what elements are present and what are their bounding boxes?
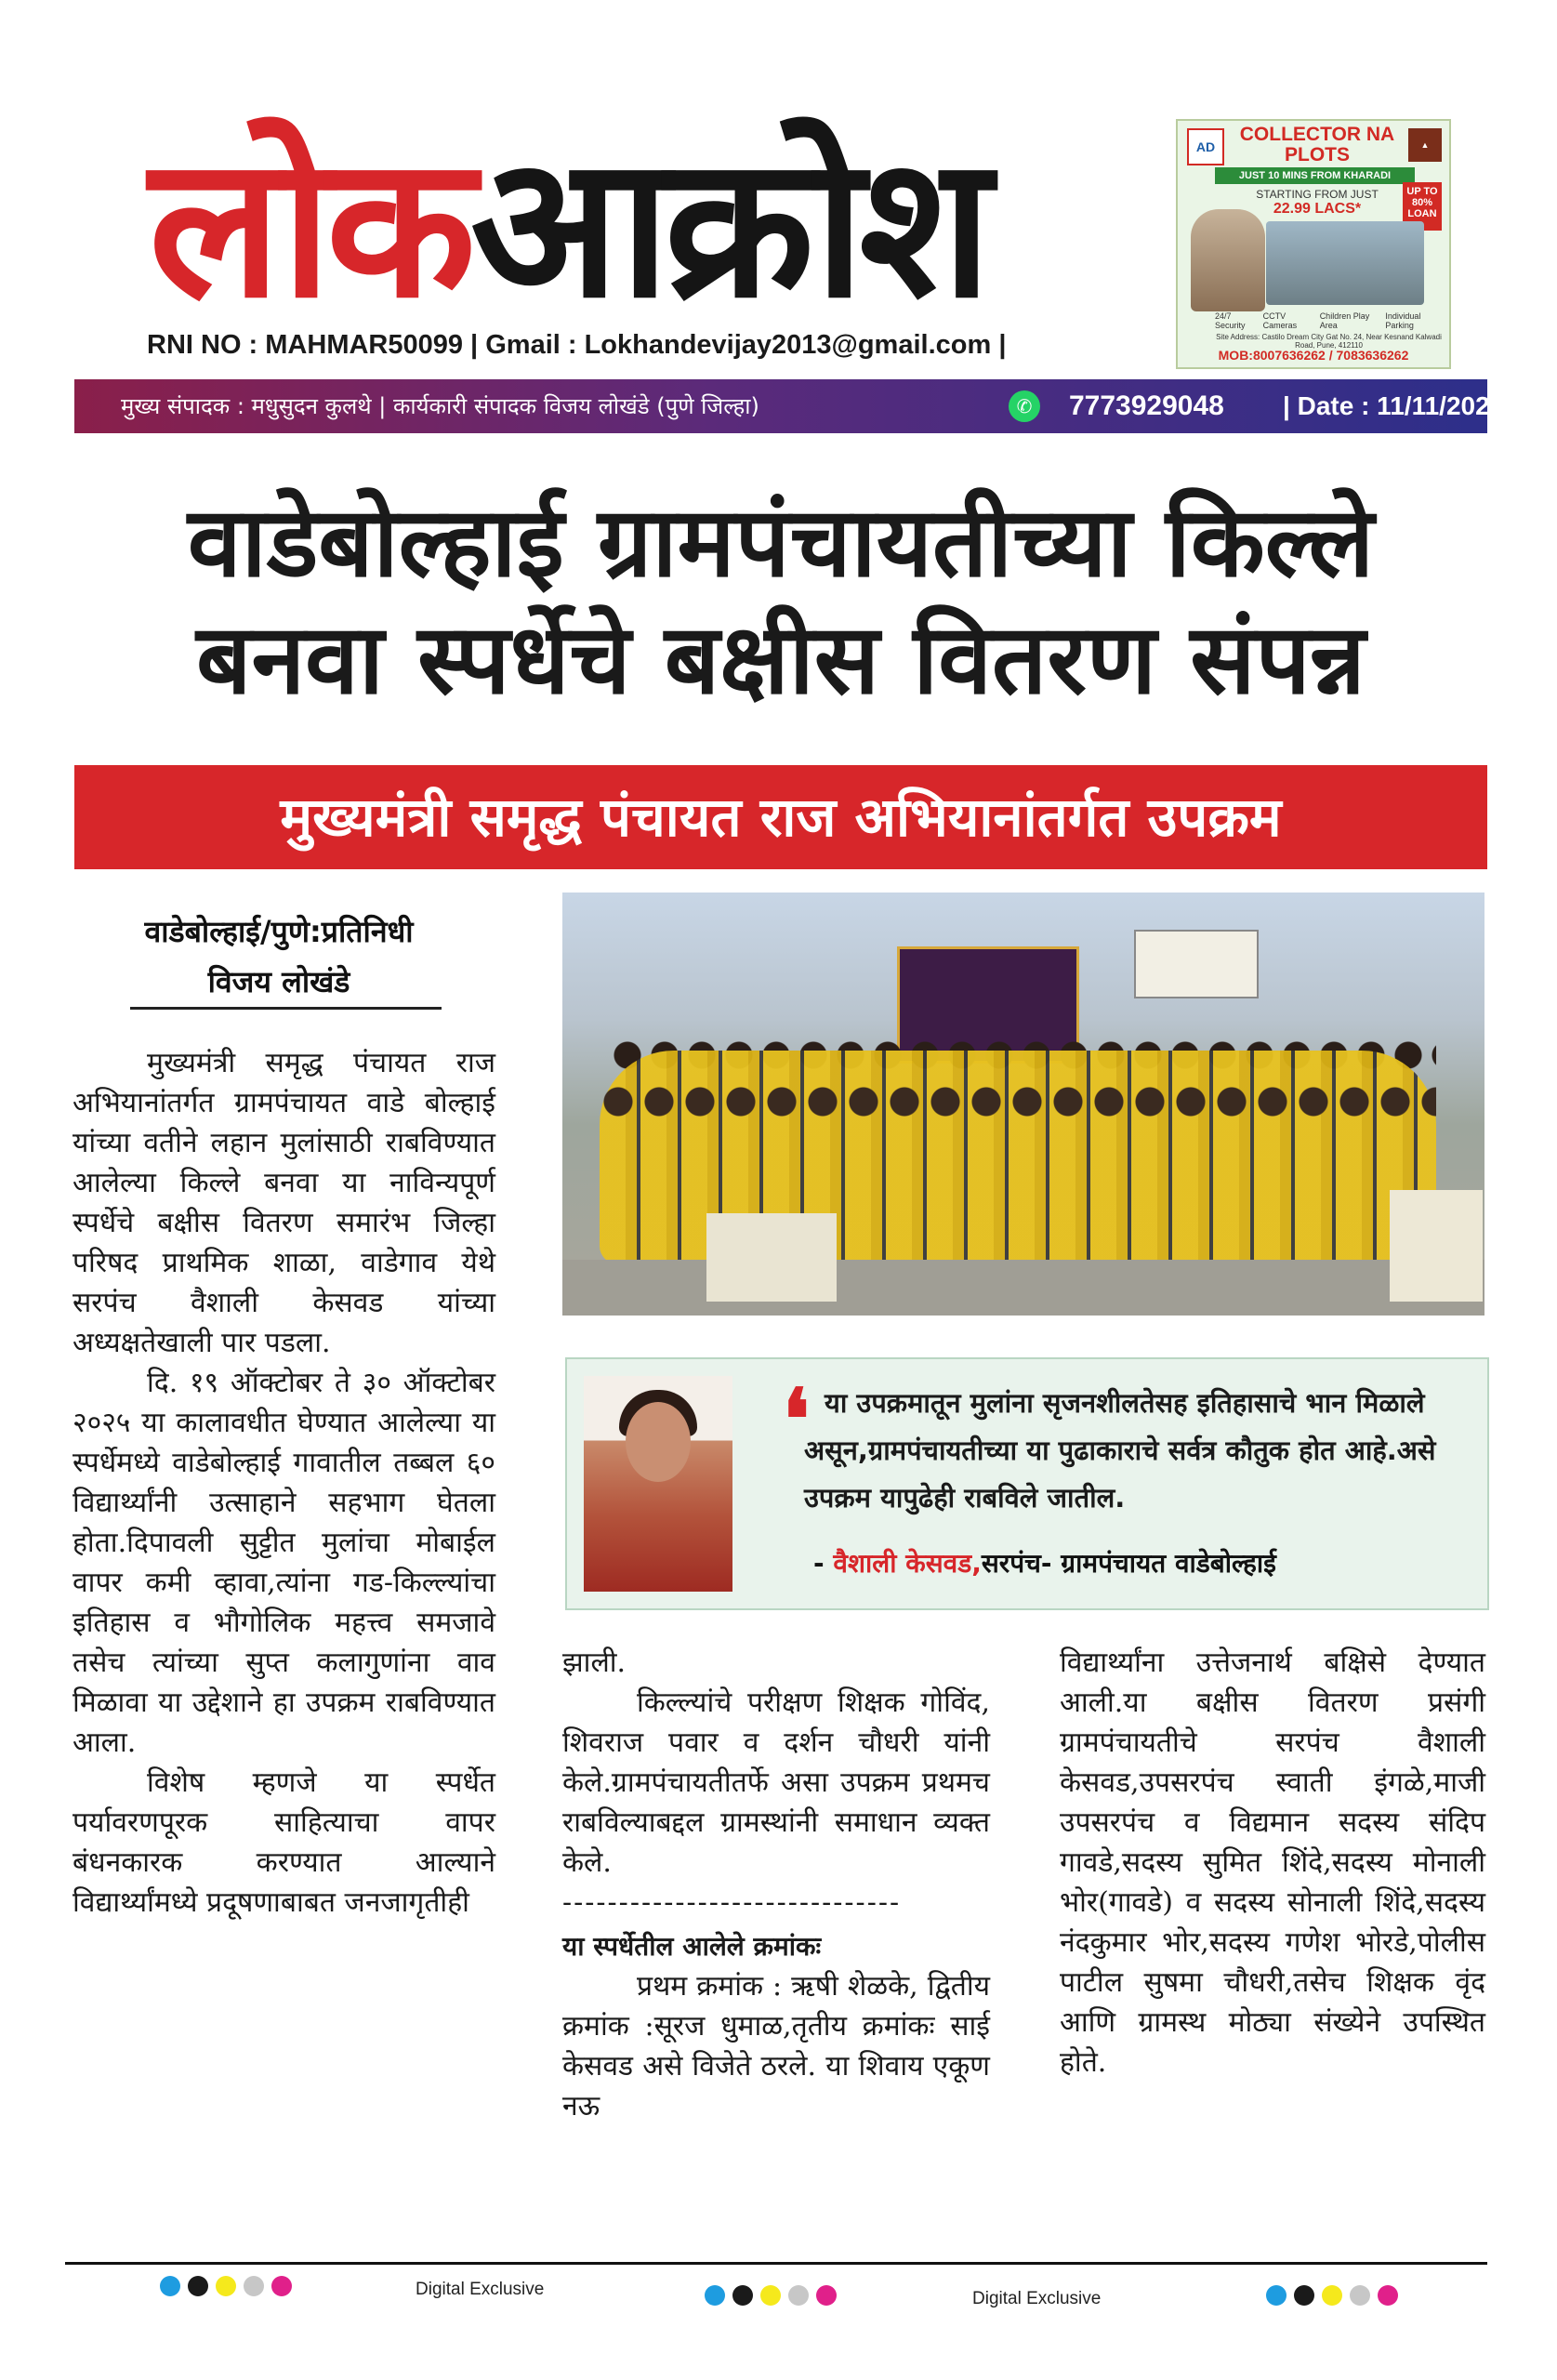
ad-title: COLLECTOR NA PLOTS — [1239, 124, 1395, 165]
headline — [56, 483, 1506, 718]
byline-place: वाडेबोल्हाई/पुणे:प्रतिनिधी — [144, 914, 414, 949]
ad-price: STARTING FROM JUST 22.99 LACS* — [1256, 188, 1379, 217]
ad-brand-logo-icon: AD — [1187, 128, 1224, 165]
article-column-2 — [562, 1643, 990, 2126]
color-dot — [216, 2276, 236, 2296]
paragraph: मुख्यमंत्री समृद्ध पंचायत राज अभियानांतर्गत ग्रामपंचायत वाडे बोल्हाई यांच्या वतीने लहान मुलांसाठी राबविण्यात आलेल्या किल्ले बनवा या नाविन्यपूर्ण स्पर्धेचे बक्षीस वितरण समारंभ जिल्हा परिषद प्राथमिक शाळा, वाडेगाव येथे सरपंच वैशाली केसवड यांच्या अध्यक्षतेखाली पार पडला. — [73, 1047, 495, 1359]
ad-strip: JUST 10 MINS FROM KHARADI — [1215, 167, 1415, 184]
byline-name: विजय लोखंडे — [207, 964, 350, 999]
registration-dots — [705, 2285, 837, 2309]
logo-part-lok: लोक — [149, 113, 471, 341]
quote-text: या उपक्रमातून मुलांना सृजनशीलतेसह इतिहासाचे भान मिळाले असून,ग्रामपंचायतीच्या या पुढाकाराचे सर्वत्र कौतुक होत आहे.असे उपक्रम यापुढेही राबविले जातील. — [804, 1387, 1436, 1514]
headline-line: वाडेबोल्हाई ग्रामपंचायतीच्या किल्ले — [187, 485, 1375, 599]
article-column-1 — [73, 1043, 495, 1923]
byline — [93, 906, 465, 1007]
ad-mobile: MOB:8007636262 / 7083636262 — [1218, 348, 1409, 363]
ad-address: Site Address: Castilo Dream City Gat No. 24, Near Kesnand Kalwadi Road, Pune, 412110 — [1216, 333, 1442, 350]
editor-band — [74, 379, 1505, 433]
color-dot — [1266, 2285, 1287, 2306]
color-dot — [1294, 2285, 1314, 2306]
paragraph: विद्यार्थ्यांना उत्तेजनार्थ बक्षिसे देण्यात आली.या बक्षीस वितरण प्रसंगी ग्रामपंचायतीचे सरपंच वैशाली केसवड,उपसरपंच स्वाती इंगळे,माजी उपसरपंच व विद्यमान सदस्य संदिप गावडे,सदस्य सुमित शिंदे,सदस्य मोनाली भोर(गावडे) व सदस्य सोनाली शिंदे,सदस्य नंदकुमार भोर,सदस्य गणेश भोरडे,पोलीस पाटील सुषमा चौधरी,तसेच शिक्षक वृंद आणि ग्रामस्थ मोठ्या संख्येने उपस्थित होते. — [1060, 1646, 1485, 2079]
whatsapp-phone[interactable]: 7773929048 — [1069, 390, 1224, 421]
masthead-logo — [149, 112, 1134, 344]
color-dot — [816, 2285, 837, 2306]
color-dot — [244, 2276, 264, 2296]
ad-house-image — [1266, 221, 1424, 305]
ad-feature: CCTV Cameras — [1262, 311, 1298, 330]
footer-label: Digital Exclusive — [416, 2280, 545, 2299]
color-dot — [1378, 2285, 1398, 2306]
byline-divider — [130, 1007, 442, 1010]
ad-features — [1215, 311, 1443, 330]
paragraph: विशेष म्हणजे या स्पर्धेत पर्यावरणपूरक साहित्याचा वापर बंधनकारक करण्यात आल्याने विद्यार्थ्यांमध्ये प्रदूषणाबाबत जनजागृतीही — [73, 1766, 495, 1919]
ad-couple-image — [1191, 209, 1265, 311]
paragraph-continuation: झाली. — [562, 1646, 627, 1679]
rni-gmail-line: RNI NO : MAHMAR50099 | Gmail : Lokhandevijay2013@gmail.com | — [147, 330, 1007, 360]
photo-floor — [562, 1260, 1484, 1316]
color-dot — [705, 2285, 725, 2306]
sarpanch-quote-box — [565, 1357, 1489, 1610]
subheadline-banner: मुख्यमंत्री समृद्ध पंचायत राज अभियानांतर्गत उपक्रम — [74, 765, 1487, 869]
headline-line: बनवा स्पर्धेचे बक्षीस वितरण संपन्न — [196, 602, 1366, 716]
color-dot — [788, 2285, 809, 2306]
quote-signature-name: वैशाली केसवड, — [833, 1548, 982, 1579]
photo-notice-board — [1134, 930, 1259, 998]
color-dot — [271, 2276, 292, 2296]
color-dot — [760, 2285, 781, 2306]
event-group-photo — [562, 892, 1484, 1316]
footer-label: Digital Exclusive — [972, 2289, 1102, 2308]
issue-date: | Date : 11/11/2025 — [1283, 391, 1505, 420]
photo-pillar — [706, 1213, 837, 1302]
ad-feature: Individual Parking — [1385, 311, 1421, 330]
portrait-face — [626, 1402, 691, 1482]
ad-feature: 24/7 Security — [1215, 311, 1246, 330]
ad-feature: Children Play Area — [1319, 311, 1370, 330]
color-dot — [1322, 2285, 1342, 2306]
quote-signature: - वैशाली केसवड,सरपंच- ग्रामपंचायत वाडेबोल्हाई — [813, 1548, 1276, 1579]
footer-rule — [65, 2262, 1487, 2265]
whatsapp-icon[interactable]: ✆ — [1009, 390, 1040, 422]
color-dot — [732, 2285, 753, 2306]
photo-crowd-heads — [600, 1078, 1436, 1125]
registration-dots — [160, 2276, 292, 2300]
editor-names: मुख्य संपादक : मधुसुदन कुलथे | कार्यकारी संपादक विजय लोखंडे (पुणे जिल्हा) — [121, 393, 759, 419]
sarpanch-portrait — [584, 1376, 732, 1592]
paragraph: किल्ल्यांचे परीक्षण शिक्षक गोविंद, शिवराज पवार व दर्शन चौधरी यांनी केले.ग्रामपंचायतीतर्फे असा उपक्रम प्रथमच राबविल्याबद्दल ग्रामस्थांनी समाधान व्यक्त केले. — [562, 1686, 990, 1879]
paragraph: प्रथम क्रमांक : ऋषी शेळके, द्वितीय क्रमांक :सूरज धुमाळ,तृतीय क्रमांकः साई केसवड असे विजेते ठरले. या शिवाय एकूण नऊ — [562, 1970, 990, 2122]
logo-part-aakrosh: आक्रोश — [470, 113, 987, 341]
color-dot — [1350, 2285, 1370, 2306]
color-dot — [188, 2276, 208, 2296]
dashed-separator: ------------------------------ — [562, 1886, 902, 1919]
color-dot — [160, 2276, 180, 2296]
winners-subhead: या स्पर्धेतील आलेले क्रमांकः — [562, 1931, 822, 1962]
quote-mark-icon: ❛ — [783, 1370, 811, 1469]
article-column-3 — [1060, 1643, 1485, 2082]
plots-advertisement[interactable] — [1176, 119, 1451, 369]
paragraph: दि. १९ ऑक्टोबर ते ३० ऑक्टोबर २०२५ या कालावधीत घेण्यात आलेल्या या स्पर्धेमध्ये वाडेबोल्हाई गावातील तब्बल ६० विद्यार्थ्यांनी उत्साहाने सहभाग घेतला होता.दिपावली सुट्टीत मुलांचा मोबाईल वापर कमी व्हावा,त्यांना गड-किल्ल्यांचा इतिहास व भौगोलिक महत्त्व समजावे तसेच त्यांच्या सुप्त कलागुणांना वाव मिळावा या उद्देशाने हा उपक्रम राबविण्यात आला. — [73, 1367, 495, 1759]
registration-dots — [1266, 2285, 1398, 2309]
ad-castilo-logo-icon: ▲ — [1408, 128, 1442, 162]
photo-pillar — [1390, 1190, 1483, 1302]
ad-loan-badge: UP TO 80% LOAN — [1403, 182, 1442, 231]
